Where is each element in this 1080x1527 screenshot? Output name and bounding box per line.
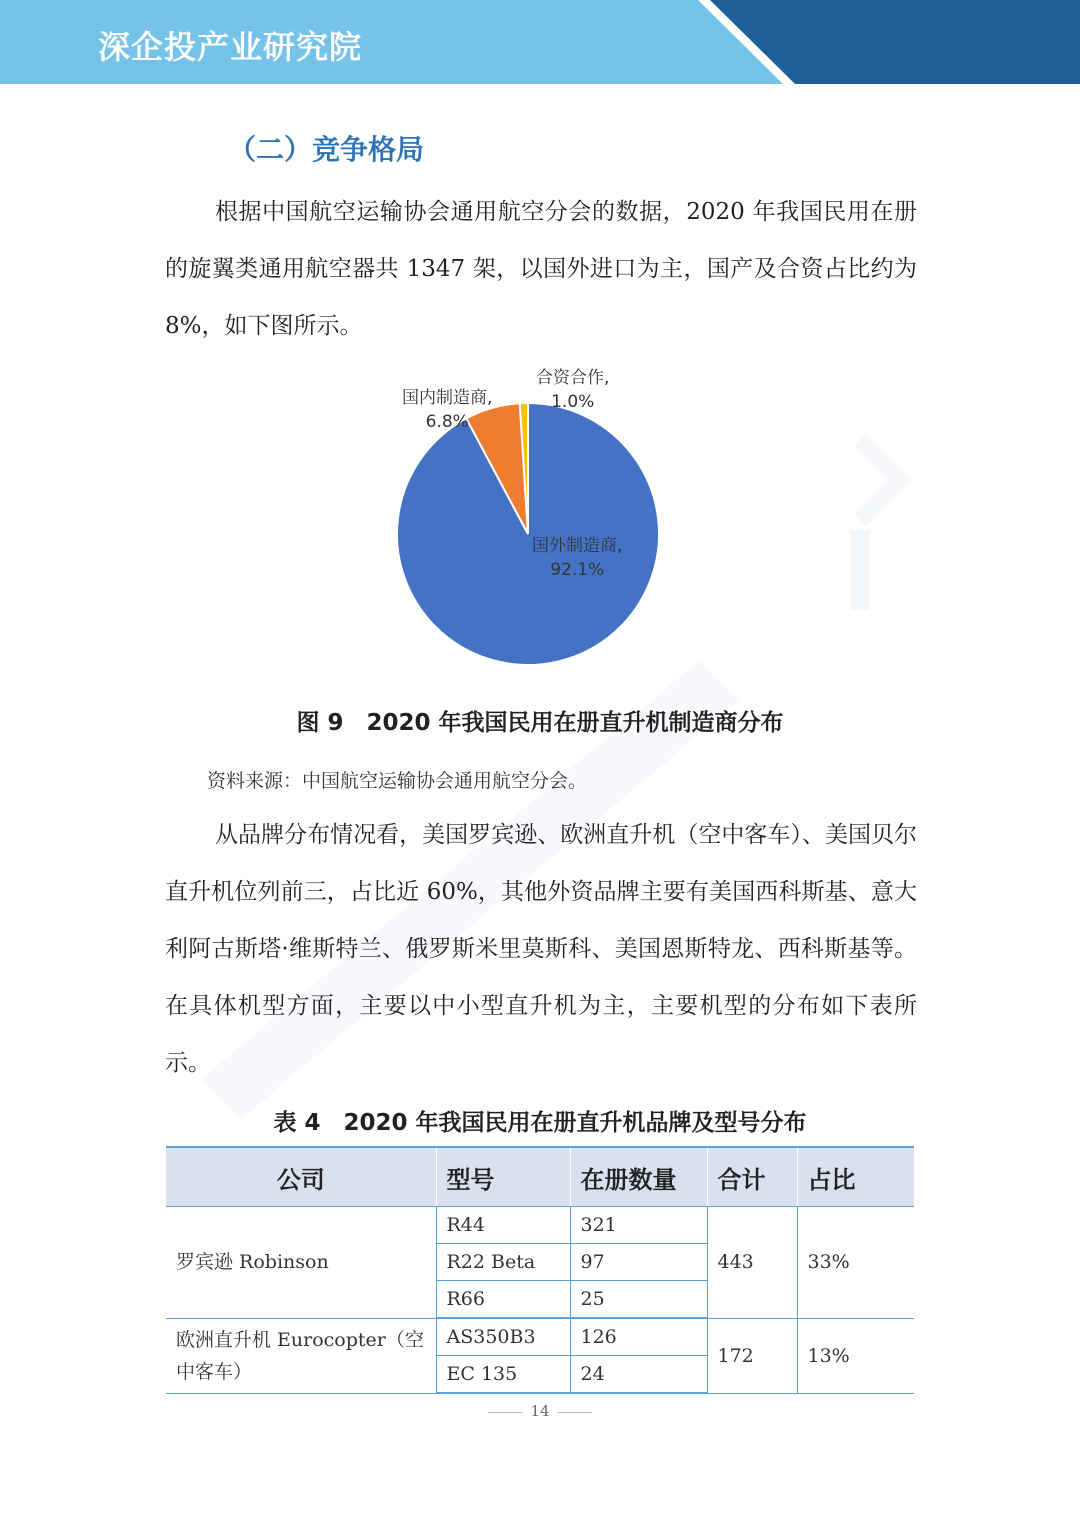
header-company: 公司 [166,1147,436,1207]
figure-source: 资料来源：中国航空运输协会通用航空分会。 [207,770,588,792]
model-cell: R44 [436,1207,570,1244]
pie-label-domestic: 国内制造商, 6.8% [402,388,493,432]
model-cell: R22 Beta [436,1244,570,1281]
table-row [166,1318,914,1356]
share-cell: 33% [797,1207,914,1319]
header-share: 占比 [797,1147,914,1207]
paragraph-intro: 根据中国航空运输协会通用航空分会的数据，2020 年我国民用在册的旋翼类通用航空器共 1347 架，以国外进口为主，国产及合资占比约为 8%，如下图所示。 [165,199,917,339]
count-cell: 25 [570,1281,707,1319]
org-name: 深企投产业研究院 [98,28,363,66]
header-count: 在册数量 [570,1147,707,1207]
manufacturer-pie-chart [360,362,720,682]
total-cell: 172 [707,1318,797,1393]
model-cell: AS350B3 [436,1318,570,1356]
count-cell: 24 [570,1356,707,1394]
section-heading: （二）竞争格局 [228,133,425,166]
figure-caption: 图 9 2020 年我国民用在册直升机制造商分布 [296,710,784,736]
share-cell: 13% [797,1318,914,1393]
model-cell: EC 135 [436,1356,570,1394]
page-number: 14 [0,1402,1080,1420]
table-header-row [166,1147,914,1207]
pie-label-foreign: 国外制造商, 92.1% [532,536,623,580]
header-banner [0,0,1080,84]
pie-label-jv: 合资合作, 1.0% [536,368,610,412]
table-row [166,1207,914,1244]
total-cell: 443 [707,1207,797,1319]
paragraph-brands: 从品牌分布情况看，美国罗宾逊、欧洲直升机（空中客车）、美国贝尔直升机位列前三，占比近 60%，其他外资品牌主要有美国西科斯基、意大利阿古斯塔·维斯特兰、俄罗斯米里莫斯科、美国恩斯特龙、西科斯基等。在具体机型方面，主要以中小型直升机为主，主要机型的分布如下表所示。 [165,822,917,1076]
count-cell: 97 [570,1244,707,1281]
count-cell: 321 [570,1207,707,1244]
model-cell: R66 [436,1281,570,1319]
company-cell: 罗宾逊 Robinson [166,1207,436,1319]
header-total: 合计 [707,1147,797,1207]
brand-model-table [166,1146,914,1394]
count-cell: 126 [570,1318,707,1356]
table-caption: 表 4 2020 年我国民用在册直升机品牌及型号分布 [273,1110,807,1136]
header-model: 型号 [436,1147,570,1207]
company-cell: 欧洲直升机 Eurocopter（空中客车） [166,1318,436,1393]
